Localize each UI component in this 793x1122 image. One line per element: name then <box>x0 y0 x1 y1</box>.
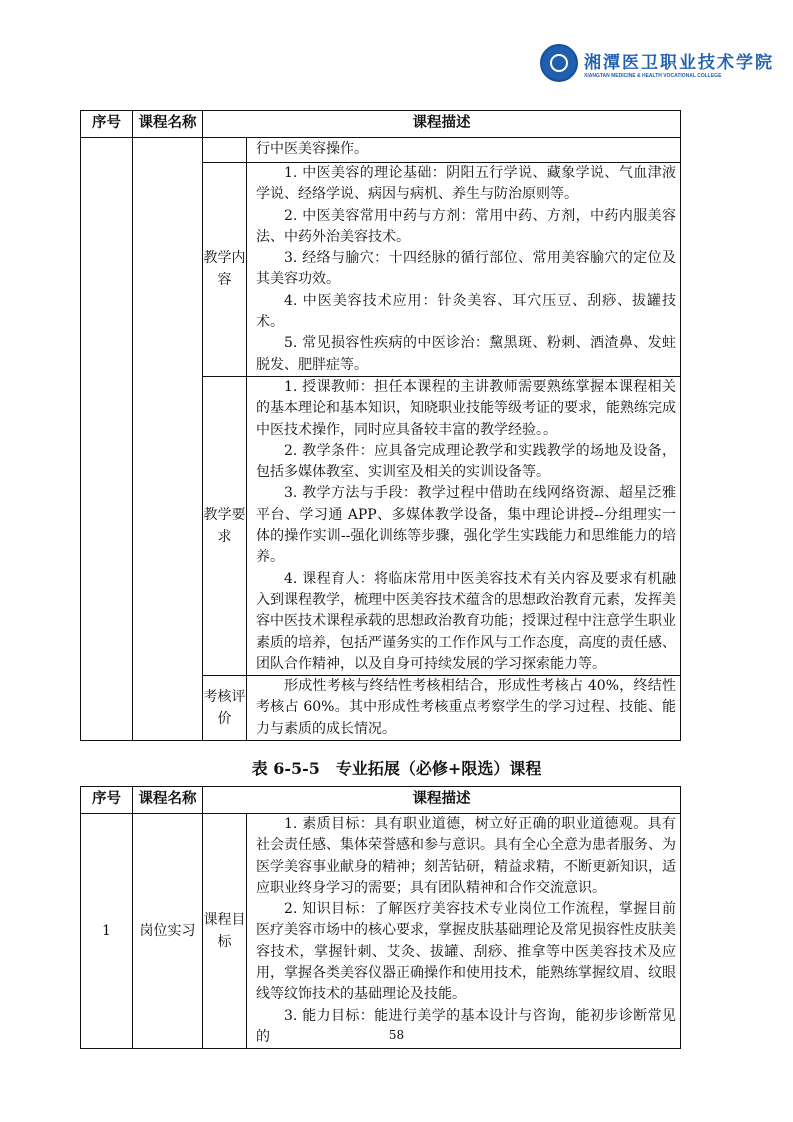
header-no: 序号 <box>81 111 133 138</box>
cell-label: 考核评价 <box>203 676 247 741</box>
header-no: 序号 <box>81 787 133 814</box>
header-name: 课程名称 <box>133 111 203 138</box>
paragraph: 3. 能力目标：能进行美学的基本设计与咨询，能初步诊断常见的 <box>256 1007 676 1045</box>
table-title: 表 6-5-5 专业拓展（必修+限选）课程 <box>251 759 542 778</box>
table-header-row <box>81 111 681 138</box>
paragraph: 1. 授课教师：担任本课程的主讲教师需要熟练掌握本课程相关的基本理论和基本知识，知晓职业技能等级考证的要求，能熟练完成中医技术操作，同时应具备较丰富的教学经验。。 <box>256 378 676 438</box>
continued-text: 行中医美容操作。 <box>256 141 368 158</box>
paragraph: 2. 知识目标：了解医疗美容技术专业岗位工作流程，掌握目前医疗美容市场中的核心要求，掌握皮肤基础理论及常见损容性皮肤美容技术，掌握针刺、艾灸、拔罐、刮痧、推拿等中医美容技术及应用，掌握各类美容仪器正确操作和使用技术，能熟练掌握纹眉、纹眼线等纹饰技术的基础理论及技能。 <box>256 901 676 1003</box>
paragraph: 4. 课程育人：将临床常用中医美容技术有关内容及要求有机融入到课程教学，梳理中医美容技术蕴含的思想政治教育元素，发挥美容中医技术课程承载的思想政治教育功能；授课过程中注意学生职业素质的培养，包括严谨务实的工作作风与工作态度，高度的责任感、团队合作精神，以及自身可持续发展的学习探索能力等。 <box>256 570 676 672</box>
paragraph: 2. 教学条件：应具备完成理论教学和实践教学的场地及设备，包括多媒体教室、实训室及相关的实训设备等。 <box>256 442 676 481</box>
page-number: 58 <box>388 1028 405 1042</box>
table-header-row <box>81 787 681 814</box>
header-name: 课程名称 <box>133 787 203 814</box>
college-seal-icon <box>540 44 578 82</box>
cell-desc <box>247 676 681 741</box>
paragraph: 3. 经络与腧穴：十四经脉的循行部位、常用美容腧穴的定位及其美容功效。 <box>256 250 676 288</box>
cell-no <box>81 138 133 741</box>
logo-cn: 湘潭医卫职业技术学院 <box>584 52 774 73</box>
cell-desc <box>247 376 681 675</box>
cell-desc <box>247 814 681 1049</box>
cell-label <box>203 138 247 163</box>
cell-no: 1 <box>81 814 133 1049</box>
table-row <box>81 138 681 163</box>
cell-label: 教学要求 <box>203 376 247 675</box>
header-desc: 课程描述 <box>203 787 681 814</box>
cell-label: 课程目标 <box>203 814 247 1049</box>
cell-desc <box>247 163 681 377</box>
paragraph: 4. 中医美容技术应用：针灸美容、耳穴压豆、刮痧、拔罐技术。 <box>256 292 676 331</box>
logo-en: XIANGTAN MEDICINE & HEALTH VOCATIONAL COLLEGE <box>584 72 722 79</box>
header-desc: 课程描述 <box>203 111 681 138</box>
cell-desc <box>247 138 681 163</box>
cell-label: 教学内容 <box>203 163 247 377</box>
paragraph: 3. 教学方法与手段：教学过程中借助在线网络资源、超星泛雅平台、学习通 APP、多媒体教学设备，集中理论讲授--分组理实一体的操作实训--强化训练等步骤，强化学生实践能力和思维能力的培养。 <box>256 485 676 566</box>
cell-name: 岗位实习 <box>133 814 203 1049</box>
course-table-extension <box>80 786 681 1049</box>
paragraph: 1. 素质目标：具有职业道德，树立好正确的职业道德观。具有社会责任感、集体荣誉感和参与意识。具有全心全意为患者服务、为医学美容事业献身的精神；刻苦钻研，精益求精，不断更新知识，适应职业终身学习的需要；具有团队精神和合作交流意识。 <box>256 816 676 896</box>
paragraph: 形成性考核与终结性考核相结合，形成性考核占 40%，终结性考核占 60%。其中形成性考核重点考察学生的学习过程、技能、能力与素质的成长情况。 <box>256 678 676 737</box>
paragraph: 5. 常见损容性疾病的中医诊治：黧黑斑、粉刺、酒渣鼻、发蛀脱发、肥胖症等。 <box>256 335 676 373</box>
cell-name <box>133 138 203 741</box>
paragraph: 1. 中医美容的理论基础：阴阳五行学说、藏象学说、气血津液学说、经络学说、病因与病机、养生与防治原则等。 <box>256 165 676 203</box>
table-row <box>81 814 681 1049</box>
college-logo <box>540 44 774 82</box>
paragraph: 2. 中医美容常用中药与方剂：常用中药、方剂，中药内服美容法、中药外治美容技术。 <box>256 207 676 245</box>
course-table-continued <box>80 110 681 741</box>
